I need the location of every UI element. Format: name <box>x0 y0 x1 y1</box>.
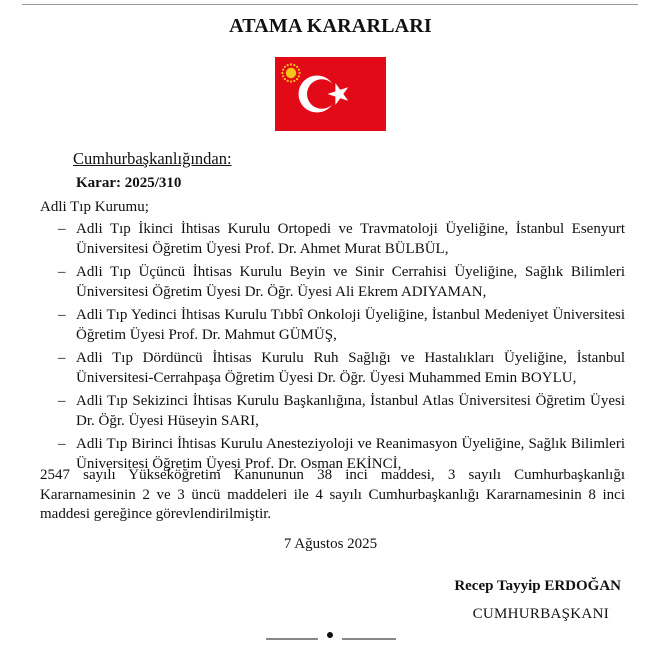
appointment-item: – Adli Tıp Birinci İhtisas Kurulu Anesteziyoloji ve Reanimasyon Üyeliğine, Sağlık Bilimleri Üniversitesi Öğretim Üyesi Prof. Dr. Osman EKİNCİ, <box>40 435 625 474</box>
institution-intro: Adli Tıp Kurumu; <box>40 199 149 215</box>
appointment-item: – Adli Tıp Üçüncü İhtisas Kurulu Beyin ve Sinir Cerrahisi Üyeliğine, Sağlık Bilimleri Üniversitesi Öğretim Üyesi Dr. Öğr. Üyesi Ali Ekrem ADIYAMAN, <box>40 263 625 302</box>
legal-basis-paragraph: 2547 sayılı Yükseköğretim Kanununun 38 inci maddesi, 3 sayılı Cumhurbaşkanlığı Kararnamesinin 2 ve 3 üncü maddeleri ile 4 sayılı Cumhurbaşkanlığı Kararnamesinin 8 inci maddesi gereğince görevlendirilmiştir. <box>40 467 625 522</box>
signer-name: Recep Tayyip ERDOĞAN <box>454 578 621 594</box>
appointment-item: – Adli Tıp Dördüncü İhtisas Kurulu Ruh Sağlığı ve Hastalıkları Üyeliğine, İstanbul Üniversitesi-Cerrahpaşa Öğretim Üyesi Dr. Öğr. Üyesi Muhammed Emin BOYLU, <box>40 349 625 388</box>
appointment-item: – Adli Tıp İkinci İhtisas Kurulu Ortopedi ve Travmatoloji Üyeliğine, İstanbul Esenyurt Üniversitesi Öğretim Üyesi Prof. Dr. Ahmet Murat BÜLBÜL, <box>40 220 625 259</box>
top-rule <box>22 4 638 5</box>
issuer-heading: Cumhurbaşkanlığından: <box>73 149 232 168</box>
turkish-flag-icon <box>275 57 386 131</box>
page-title: ATAMA KARARLARI <box>229 15 432 37</box>
signer-title: CUMHURBAŞKANI <box>472 606 609 622</box>
appointment-item: – Adli Tıp Yedinci İhtisas Kurulu Tıbbî Onkoloji Üyeliğine, İstanbul Medeniyet Üniversitesi Öğretim Üyesi Prof. Dr. Mahmut GÜMÜŞ, <box>40 306 625 345</box>
decision-date: 7 Ağustos 2025 <box>283 536 378 552</box>
separator-ornament <box>266 629 396 641</box>
decision-number: Karar: 2025/310 <box>76 175 182 191</box>
appointment-item: – Adli Tıp Sekizinci İhtisas Kurulu Başkanlığına, İstanbul Atlas Üniversitesi Öğretim Üyesi Dr. Öğr. Üyesi Hüseyin SARI, <box>40 392 625 431</box>
appointment-list <box>40 220 625 478</box>
